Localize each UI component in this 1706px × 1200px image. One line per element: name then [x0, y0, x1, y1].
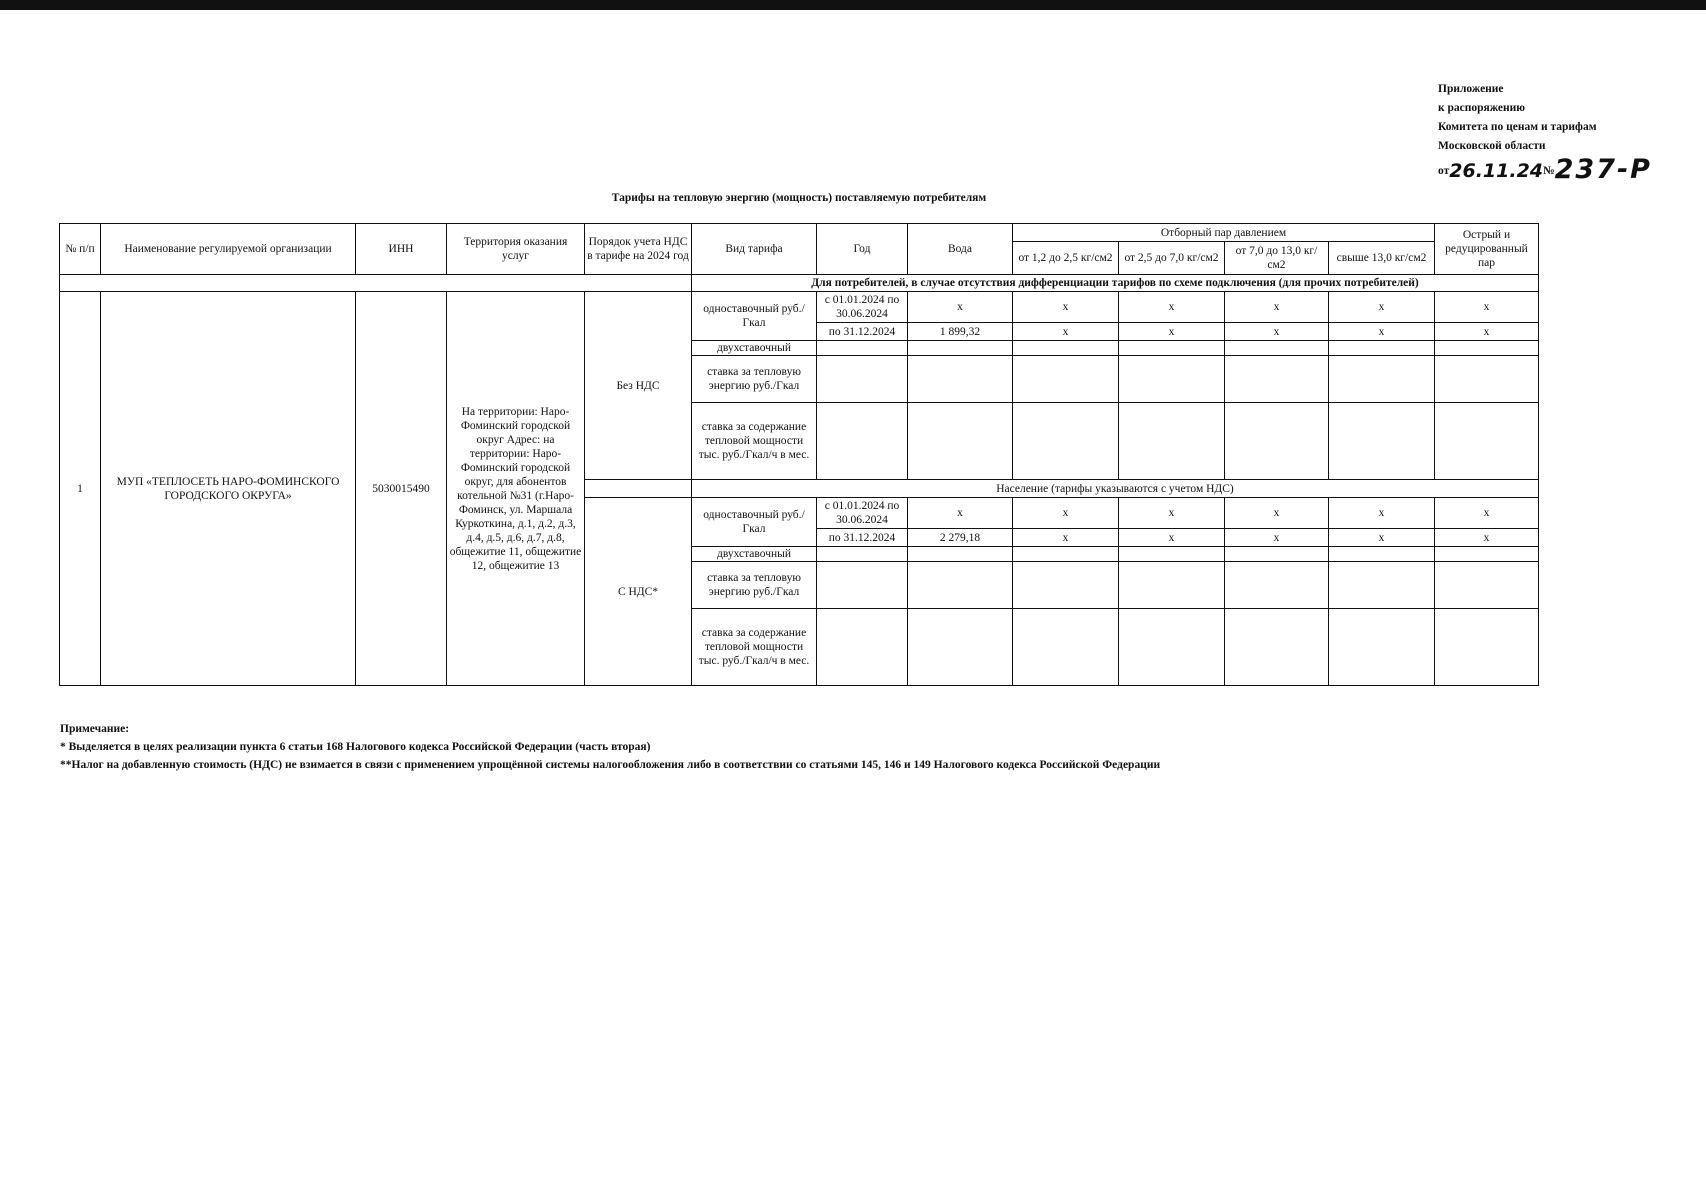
empty-cell — [1013, 341, 1119, 356]
empty-cell — [1225, 547, 1329, 562]
empty-cell — [908, 356, 1013, 403]
cell-x: x — [1119, 498, 1225, 529]
cell-x: x — [908, 292, 1013, 323]
cell-x: x — [1329, 498, 1435, 529]
period-second-half: по 31.12.2024 — [817, 529, 908, 547]
vat-without: Без НДС — [585, 292, 692, 480]
empty-cell — [1435, 341, 1539, 356]
empty-cell — [1119, 403, 1225, 480]
cell-x: x — [1435, 323, 1539, 341]
empty-cell — [1435, 356, 1539, 403]
header-water: Вода — [908, 224, 1013, 275]
header-territory: Территория оказания услуг — [447, 224, 585, 275]
empty-cell — [1013, 403, 1119, 480]
cell-x: x — [1225, 292, 1329, 323]
vat-with: С НДС* — [585, 498, 692, 686]
cell-x: x — [1013, 498, 1119, 529]
section-other-consumers: Для потребителей, в случае отсутствия дифференциации тарифов по схеме подключения (для прочих потребителей) — [692, 275, 1539, 292]
empty-cell — [1119, 341, 1225, 356]
cell-x: x — [1329, 529, 1435, 547]
order-number-sign: № — [1543, 165, 1555, 177]
empty-cell — [1225, 341, 1329, 356]
header-inn: ИНН — [356, 224, 447, 275]
empty-cell — [1013, 547, 1119, 562]
service-territory: На территории: Наро-Фоминский городской округ Адрес: на территории: Наро-Фоминский городской округ, для абонентов котельной №31 (г.Наро-Фоминск, ул. Маршала Куркоткина, д.1, д.2, д.3, д.4, д.5, д.6, д.7, д.8, общежитие 11, общежитие 12, общежитие 13 — [447, 292, 585, 686]
appendix-line: Приложение — [1438, 83, 1504, 95]
cell-x: x — [1119, 292, 1225, 323]
cell-x: x — [1435, 292, 1539, 323]
tariff-energy-rate: ставка за тепловую энергию руб./Гкал — [692, 356, 817, 403]
empty-cell — [817, 341, 908, 356]
empty-cell — [817, 547, 908, 562]
empty-cell — [908, 341, 1013, 356]
empty-cell — [1119, 356, 1225, 403]
header-pressure-4: свыше 13,0 кг/см2 — [1329, 242, 1435, 275]
section-spacer — [60, 275, 692, 292]
tariff-two-rate: двухставочный — [692, 547, 817, 562]
order-prefix: от — [1438, 165, 1450, 177]
empty-cell — [1013, 562, 1119, 609]
header-steam-group: Отборный пар давлением — [1013, 224, 1435, 242]
water-tariff-value: 1 899,32 — [908, 323, 1013, 341]
header-year: Год — [817, 224, 908, 275]
cell-x: x — [1435, 529, 1539, 547]
empty-cell — [1329, 547, 1435, 562]
cell-x: x — [1119, 529, 1225, 547]
empty-cell — [908, 609, 1013, 686]
cell-x: x — [1013, 323, 1119, 341]
scan-top-border — [0, 0, 1706, 10]
order-date: 26.11.24 — [1449, 160, 1544, 182]
cell-x: x — [1013, 529, 1119, 547]
empty-cell — [817, 356, 908, 403]
empty-cell — [1225, 356, 1329, 403]
water-tariff-value: 2 279,18 — [908, 529, 1013, 547]
header-sharp-steam: Острый и редуцированный пар — [1435, 224, 1539, 275]
header-pressure-1: от 1,2 до 2,5 кг/см2 — [1013, 242, 1119, 275]
appendix-line: Комитета по ценам и тарифам — [1438, 121, 1597, 133]
empty-cell — [1225, 609, 1329, 686]
notes-title: Примечание: — [60, 723, 130, 735]
header-pressure-3: от 7,0 до 13,0 кг/см2 — [1225, 242, 1329, 275]
cell-x: x — [1329, 323, 1435, 341]
cell-x: x — [1225, 498, 1329, 529]
empty-cell — [1119, 547, 1225, 562]
tariff-single-rate: одноставочный руб./Гкал — [692, 498, 817, 547]
period-first-half: с 01.01.2024 по 30.06.2024 — [817, 292, 908, 323]
document-title: Тарифы на тепловую энергию (мощность) поставляемую потребителям — [611, 192, 987, 204]
cell-x: x — [1225, 323, 1329, 341]
empty-cell — [1435, 562, 1539, 609]
cell-x: x — [908, 498, 1013, 529]
note-vat-not-charged: **Налог на добавленную стоимость (НДС) не взимается в связи с применением упрощённой системы налогообложения либо в соответствии со статьями 145, 146 и 149 Налогового кодекса Российской Федерации — [60, 759, 1161, 771]
section-population: Население (тарифы указываются с учетом НДС) — [692, 480, 1539, 498]
notes-block — [60, 720, 1160, 774]
appendix-line: Московской области — [1438, 140, 1546, 152]
empty-cell — [1329, 403, 1435, 480]
tariff-single-rate: одноставочный руб./Гкал — [692, 292, 817, 341]
empty-cell — [1329, 609, 1435, 686]
empty-cell — [1119, 609, 1225, 686]
period-second-half: по 31.12.2024 — [817, 323, 908, 341]
empty-cell — [1225, 562, 1329, 609]
order-number: 237-Р — [1554, 154, 1652, 185]
empty-cell — [908, 403, 1013, 480]
empty-cell — [1013, 356, 1119, 403]
empty-cell — [1435, 609, 1539, 686]
tariff-energy-rate: ставка за тепловую энергию руб./Гкал — [692, 562, 817, 609]
cell-x: x — [1435, 498, 1539, 529]
empty-cell — [1119, 562, 1225, 609]
tariff-capacity-rate: ставка за содержание тепловой мощности тыс. руб./Гкал/ч в мес. — [692, 403, 817, 480]
empty-cell — [908, 547, 1013, 562]
tariff-two-rate: двухставочный — [692, 341, 817, 356]
tariff-table — [59, 223, 1539, 686]
header-pressure-2: от 2,5 до 7,0 кг/см2 — [1119, 242, 1225, 275]
note-vat-allocated: * Выделяется в целях реализации пункта 6 статьи 168 Налогового кодекса Российской Федерации (часть вторая) — [60, 741, 651, 753]
cell-x: x — [1013, 292, 1119, 323]
appendix-header — [1438, 80, 1652, 185]
empty-cell — [817, 403, 908, 480]
empty-cell — [817, 562, 908, 609]
empty-cell — [908, 562, 1013, 609]
empty-cell — [1329, 356, 1435, 403]
organization-inn: 5030015490 — [356, 292, 447, 686]
appendix-line: к распоряжению — [1438, 102, 1526, 114]
empty-cell — [1435, 547, 1539, 562]
empty-cell — [1329, 341, 1435, 356]
row-number: 1 — [60, 292, 101, 686]
period-first-half: с 01.01.2024 по 30.06.2024 — [817, 498, 908, 529]
empty-cell — [1435, 403, 1539, 480]
cell-x: x — [1225, 529, 1329, 547]
order-reference — [1438, 154, 1652, 185]
empty-cell — [1225, 403, 1329, 480]
empty-cell — [817, 609, 908, 686]
cell-x: x — [1119, 323, 1225, 341]
section-spacer — [585, 480, 692, 498]
tariff-capacity-rate: ставка за содержание тепловой мощности тыс. руб./Гкал/ч в мес. — [692, 609, 817, 686]
header-tariff-type: Вид тарифа — [692, 224, 817, 275]
empty-cell — [1013, 609, 1119, 686]
cell-x: x — [1329, 292, 1435, 323]
header-num: № п/п — [60, 224, 101, 275]
header-vat-order: Порядок учета НДС в тарифе на 2024 год — [585, 224, 692, 275]
empty-cell — [1329, 562, 1435, 609]
organization-name: МУП «ТЕПЛОСЕТЬ НАРО-ФОМИНСКОГО ГОРОДСКОГО ОКРУГА» — [101, 292, 356, 686]
header-org: Наименование регулируемой организации — [101, 224, 356, 275]
